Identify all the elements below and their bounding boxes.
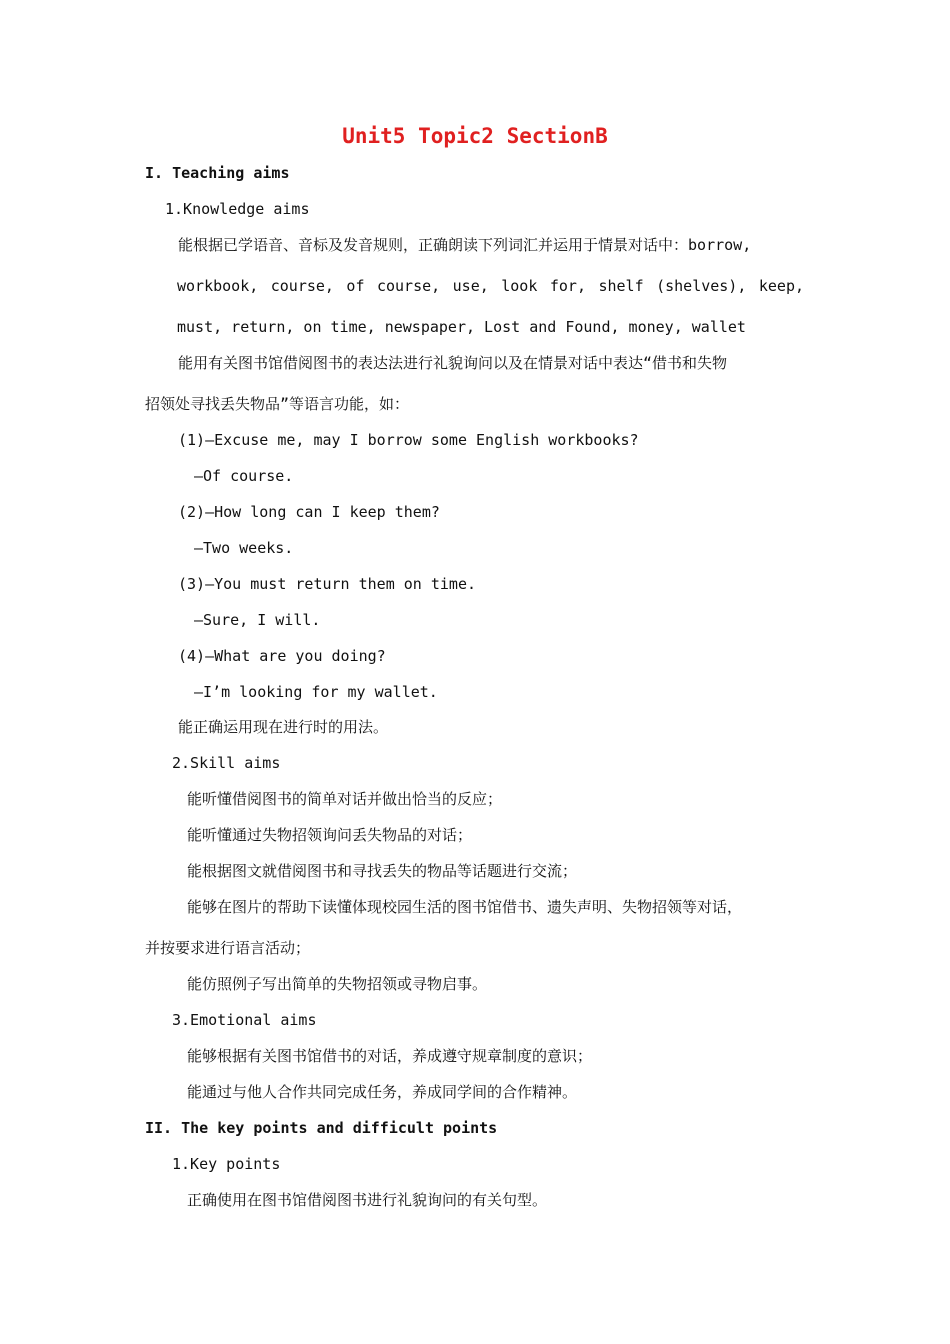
skill-item: 能听懂借阅图书的简单对话并做出恰当的反应； — [187, 790, 503, 808]
key-point-item: 正确使用在图书馆借阅图书进行礼貌询问的有关句型。 — [187, 1191, 548, 1209]
paragraph-line: 能用有关图书馆借阅图书的表达法进行礼貌询问以及在情景对话中表达“借书和失物 — [178, 354, 728, 372]
example-answer: —I’m looking for my wallet. — [194, 683, 438, 701]
paragraph-line: 能正确运用现在进行时的用法。 — [178, 718, 389, 736]
subheading-knowledge-aims: 1.Knowledge aims — [165, 200, 310, 218]
example-question: (3)—You must return them on time. — [178, 575, 477, 593]
example-answer: —Two weeks. — [194, 539, 294, 557]
example-answer: —Of course. — [194, 467, 294, 485]
skill-item-continued: 并按要求进行语言活动； — [145, 939, 311, 957]
paragraph-line: must, return, on time, newspaper, Lost and Found, money, wallet — [177, 318, 746, 336]
paragraph-line: workbook, course, of course, use, look for, shelf (shelves), keep, — [177, 277, 804, 295]
section-heading-key-points: II. The key points and difficult points — [145, 1119, 498, 1137]
example-question: (2)—How long can I keep them? — [178, 503, 440, 521]
paragraph-line: 能根据已学语音、音标及发音规则，正确朗读下列词汇并运用于情景对话中：borrow, — [178, 236, 752, 254]
example-question: (1)—Excuse me, may I borrow some English workbooks? — [178, 431, 639, 449]
skill-item: 能根据图文就借阅图书和寻找丢失的物品等话题进行交流； — [187, 862, 578, 880]
skill-item: 能仿照例子写出简单的失物招领或寻物启事。 — [187, 975, 488, 993]
skill-item: 能听懂通过失物招领询问丢失物品的对话； — [187, 826, 473, 844]
subheading-key-points: 1.Key points — [172, 1155, 281, 1173]
example-answer: —Sure, I will. — [194, 611, 321, 629]
example-question: (4)—What are you doing? — [178, 647, 386, 665]
subheading-skill-aims: 2.Skill aims — [172, 754, 281, 772]
section-heading-teaching-aims: I. Teaching aims — [145, 164, 290, 182]
subheading-emotional-aims: 3.Emotional aims — [172, 1011, 317, 1029]
emotional-item: 能通过与他人合作共同完成任务，养成同学间的合作精神。 — [187, 1083, 578, 1101]
skill-item: 能够在图片的帮助下读懂体现校园生活的图书馆借书、遗失声明、失物招领等对话， — [187, 898, 743, 916]
page-title: Unit5 Topic2 SectionB — [342, 124, 608, 148]
emotional-item: 能够根据有关图书馆借书的对话，养成遵守规章制度的意识； — [187, 1047, 593, 1065]
paragraph-line: 招领处寻找丢失物品”等语言功能，如： — [145, 395, 410, 413]
